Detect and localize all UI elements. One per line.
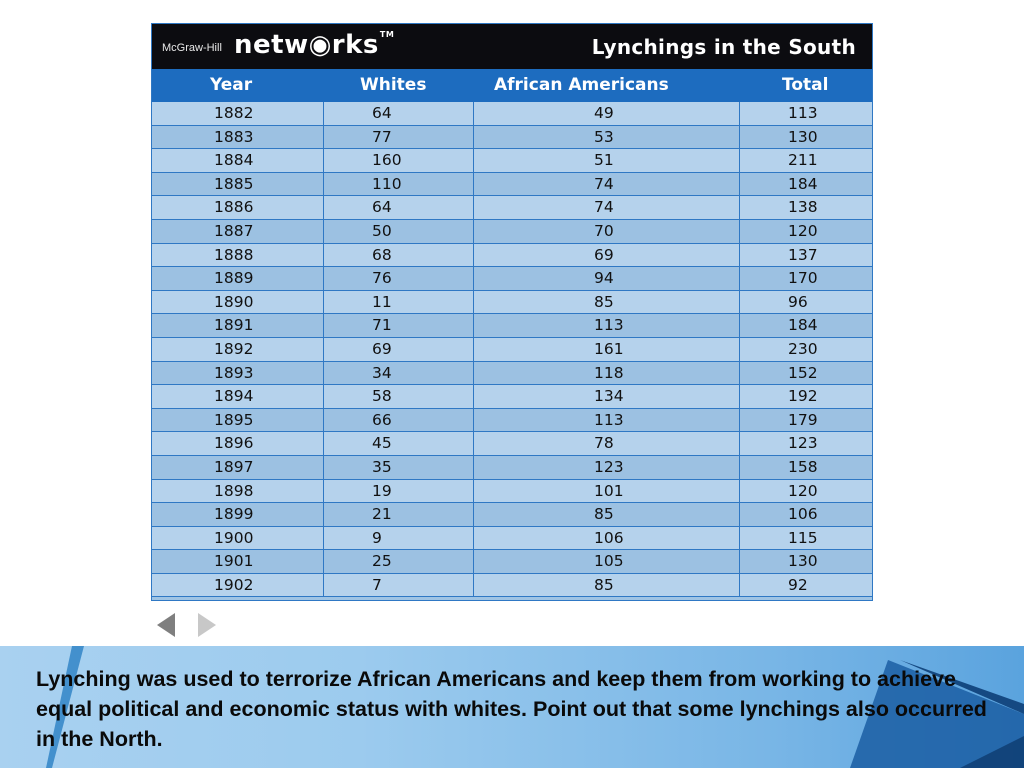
slide-caption: Lynching was used to terrorize African Americans and keep them from working to achieve equal political and economic status with whites. Point out that some lynchings also occurred in the North. <box>36 667 987 751</box>
cell-total: 179 <box>788 410 818 429</box>
brand-bar <box>152 24 872 69</box>
table-row <box>152 314 872 338</box>
cell-total: 115 <box>788 528 818 547</box>
cell-african-americans: 113 <box>474 314 740 337</box>
table-row <box>152 173 872 197</box>
cell-total: 158 <box>788 457 818 476</box>
cell-total: 137 <box>788 245 818 264</box>
cell-african-americans: 74 <box>474 196 740 219</box>
cell-african-americans: 161 <box>474 338 740 361</box>
cell-year: 1889 <box>152 267 324 290</box>
cell-whites: 25 <box>324 550 474 573</box>
cell-year: 1884 <box>152 149 324 172</box>
table-row <box>152 480 872 504</box>
cell-total: 184 <box>788 174 818 193</box>
cell-year: 1888 <box>152 244 324 267</box>
brand-publisher: McGraw-Hill <box>162 42 222 54</box>
cell-whites: 160 <box>324 149 474 172</box>
cell-year: 1883 <box>152 126 324 149</box>
cell-whites: 69 <box>324 338 474 361</box>
table-header-row <box>152 69 872 102</box>
table-row <box>152 291 872 315</box>
cell-african-americans: 49 <box>474 102 740 125</box>
cell-african-americans: 70 <box>474 220 740 243</box>
cell-african-americans: 69 <box>474 244 740 267</box>
cell-whites: 50 <box>324 220 474 243</box>
triangle-left-icon <box>155 612 177 638</box>
header-total: Total <box>782 75 829 95</box>
table-row <box>152 456 872 480</box>
cell-whites: 66 <box>324 409 474 432</box>
table-row <box>152 362 872 386</box>
cell-total: 120 <box>788 481 818 500</box>
cell-total: 211 <box>788 151 818 170</box>
triangle-right-icon <box>196 612 218 638</box>
cell-year: 1885 <box>152 173 324 196</box>
cell-whites: 68 <box>324 244 474 267</box>
cell-african-americans: 85 <box>474 291 740 314</box>
cell-year: 1895 <box>152 409 324 432</box>
cell-year: 1882 <box>152 102 324 125</box>
cell-year: 1896 <box>152 432 324 455</box>
cell-total: 184 <box>788 316 818 335</box>
cell-whites: 21 <box>324 503 474 526</box>
cell-total: 113 <box>788 104 818 122</box>
table-body <box>152 102 872 597</box>
table-row <box>152 550 872 574</box>
cell-total: 123 <box>788 434 818 453</box>
cell-year: 1887 <box>152 220 324 243</box>
cell-whites: 71 <box>324 314 474 337</box>
cell-year: 1890 <box>152 291 324 314</box>
header-whites: Whites <box>360 75 427 95</box>
brand-logo-text: netw◉rks <box>234 30 379 60</box>
cell-african-americans: 94 <box>474 267 740 290</box>
cell-year: 1898 <box>152 480 324 503</box>
table-row <box>152 244 872 268</box>
cell-whites: 7 <box>324 574 474 597</box>
table-row <box>152 503 872 527</box>
table-row <box>152 149 872 173</box>
table-row <box>152 267 872 291</box>
next-button[interactable] <box>196 612 218 638</box>
brand-logo <box>234 30 394 60</box>
cell-whites: 58 <box>324 385 474 408</box>
table-row <box>152 385 872 409</box>
cell-total: 120 <box>788 221 818 240</box>
cell-african-americans: 123 <box>474 456 740 479</box>
cell-year: 1902 <box>152 574 324 597</box>
table-row <box>152 409 872 433</box>
table-row <box>152 196 872 220</box>
cell-whites: 45 <box>324 432 474 455</box>
cell-whites: 110 <box>324 173 474 196</box>
cell-total: 170 <box>788 269 818 288</box>
table-title: Lynchings in the South <box>591 35 856 59</box>
brand-trademark: TM <box>379 30 395 39</box>
cell-whites: 77 <box>324 126 474 149</box>
cell-year: 1893 <box>152 362 324 385</box>
table-row <box>152 102 872 126</box>
cell-year: 1901 <box>152 550 324 573</box>
header-year: Year <box>210 75 253 95</box>
cell-year: 1892 <box>152 338 324 361</box>
cell-whites: 34 <box>324 362 474 385</box>
cell-african-americans: 78 <box>474 432 740 455</box>
cell-african-americans: 53 <box>474 126 740 149</box>
cell-african-americans: 51 <box>474 149 740 172</box>
table-row <box>152 220 872 244</box>
cell-whites: 35 <box>324 456 474 479</box>
table-row <box>152 574 872 598</box>
table-row <box>152 527 872 551</box>
cell-whites: 64 <box>324 102 474 125</box>
cell-african-americans: 106 <box>474 527 740 550</box>
cell-year: 1891 <box>152 314 324 337</box>
cell-total: 192 <box>788 387 818 406</box>
cell-total: 152 <box>788 363 818 382</box>
cell-african-americans: 118 <box>474 362 740 385</box>
cell-total: 106 <box>788 505 818 524</box>
cell-total: 96 <box>788 292 808 311</box>
cell-total: 230 <box>788 339 818 358</box>
cell-year: 1897 <box>152 456 324 479</box>
cell-african-americans: 85 <box>474 574 740 597</box>
cell-year: 1900 <box>152 527 324 550</box>
cell-african-americans: 134 <box>474 385 740 408</box>
cell-total: 130 <box>788 552 818 571</box>
header-african-americans: African Americans <box>494 75 669 95</box>
cell-african-americans: 85 <box>474 503 740 526</box>
cell-year: 1899 <box>152 503 324 526</box>
cell-total: 138 <box>788 198 818 217</box>
cell-whites: 11 <box>324 291 474 314</box>
cell-african-americans: 105 <box>474 550 740 573</box>
cell-african-americans: 113 <box>474 409 740 432</box>
table-row <box>152 432 872 456</box>
table-row <box>152 338 872 362</box>
cell-whites: 9 <box>324 527 474 550</box>
cell-african-americans: 74 <box>474 173 740 196</box>
lynchings-table <box>151 23 873 601</box>
cell-whites: 64 <box>324 196 474 219</box>
cell-year: 1894 <box>152 385 324 408</box>
cell-year: 1886 <box>152 196 324 219</box>
cell-total: 92 <box>788 575 808 594</box>
cell-whites: 76 <box>324 267 474 290</box>
cell-whites: 19 <box>324 480 474 503</box>
previous-button[interactable] <box>155 612 177 638</box>
table-row <box>152 126 872 150</box>
cell-african-americans: 101 <box>474 480 740 503</box>
cell-total: 130 <box>788 127 818 146</box>
